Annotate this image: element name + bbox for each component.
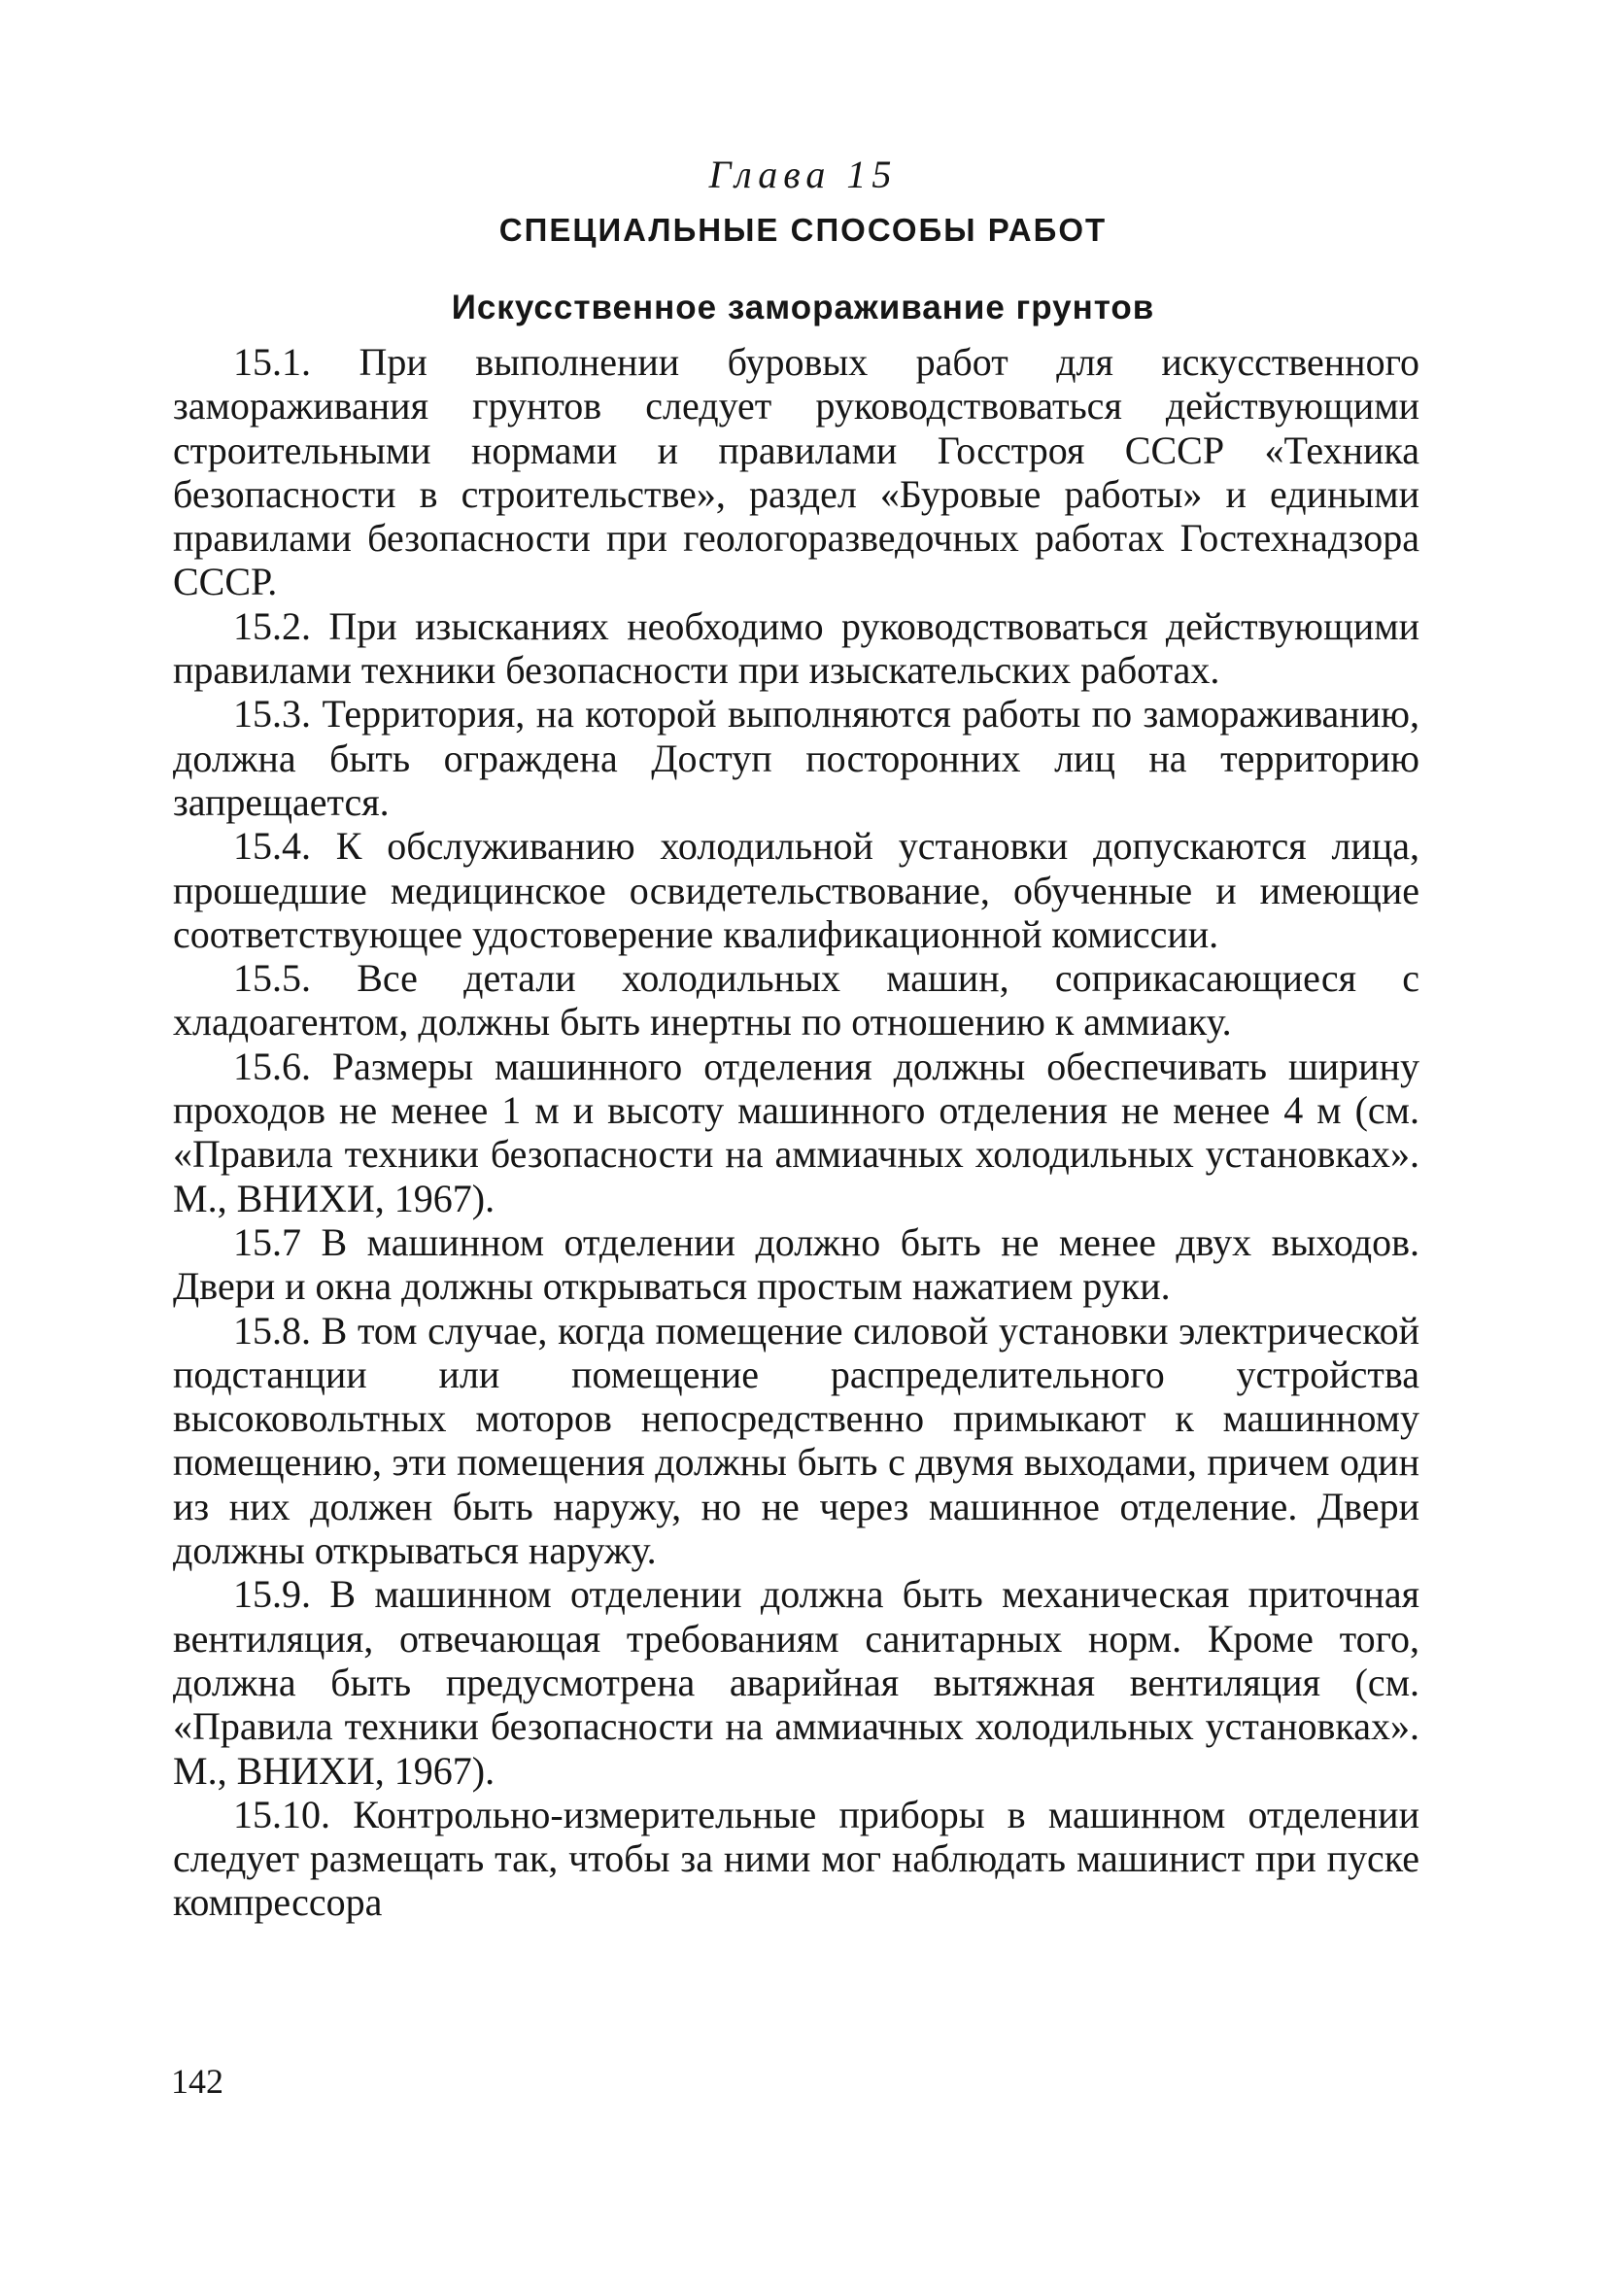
body-text [173, 340, 1419, 1925]
paragraph-15-4: 15.4. К обслуживанию холодильной установки допускаются лица, прошедшие медицинское освидетельствование, обученные и имеющие соответствующее удостоверение квалификационной комиссии. [173, 824, 1419, 956]
paragraph-15-7: 15.7 В машинном отделении должно быть не менее двух выходов. Двери и окна должны открываться простым нажатием руки. [173, 1219, 1419, 1309]
paragraph-15-10: 15.10. Контрольно-измерительные приборы в машинном отделении следует размещать так, чтобы за ними мог наблюдать машинист при пуске компрессора [173, 1792, 1419, 1925]
chapter-title: СПЕЦИАЛЬНЫЕ СПОСОБЫ РАБОТ [498, 212, 1108, 248]
paragraph-15-5: 15.5. Все детали холодильных машин, соприкасающиеся с хладоагентом, должны быть инертны по отношению к аммиаку. [173, 956, 1419, 1045]
paragraph-15-6: 15.6. Размеры машинного отделения должны обеспечивать ширину проходов не менее 1 м и высоту машинного отделения не менее 4 м (см. «Правила техники безопасности на аммиачных холодильных установках». М., ВНИХИ, 1967). [173, 1044, 1419, 1220]
chapter-label: Глава 15 [708, 153, 898, 196]
paragraph-15-9: 15.9. В машинном отделении должна быть механическая приточная вентиляция, отвечающая требованиям санитарных норм. Кроме того, должна быть предусмотрена аварийная вытяжная вентиляция (см. «Правила техники безопасности на аммиачных холодильных установках». М., ВНИХИ, 1967). [173, 1572, 1419, 1793]
page-number: 142 [171, 2062, 223, 2101]
paragraph-15-3: 15.3. Территория, на которой выполняются работы по замораживанию, должна быть ограждена Доступ посторонних лиц на территорию запрещается. [173, 692, 1419, 824]
paragraph-15-8: 15.8. В том случае, когда помещение силовой установки электрической подстанции или помещение распределительного устройства высоковольтных моторов непосредственно примыкают к машинному помещению, эти помещения должны быть с двумя выходами, причем один из них должен быть наружу, но не через машинное отделение. Двери должны открываться наружу. [173, 1308, 1419, 1573]
section-title: Искусственное замораживание грунтов [451, 289, 1155, 326]
paragraph-15-1: 15.1. При выполнении буровых работ для искусственного замораживания грунтов следует руководствоваться действующими строительными нормами и правилами Госстроя СССР «Техника безопасности в строительстве», раздел «Буровые работы» и едиными правилами безопасности при геологоразведочных работах Гостехнадзора СССР. [173, 340, 1419, 604]
paragraph-15-2: 15.2. При изысканиях необходимо руководствоваться действующими правилами техники безопасности при изыскательских работах. [173, 603, 1419, 693]
